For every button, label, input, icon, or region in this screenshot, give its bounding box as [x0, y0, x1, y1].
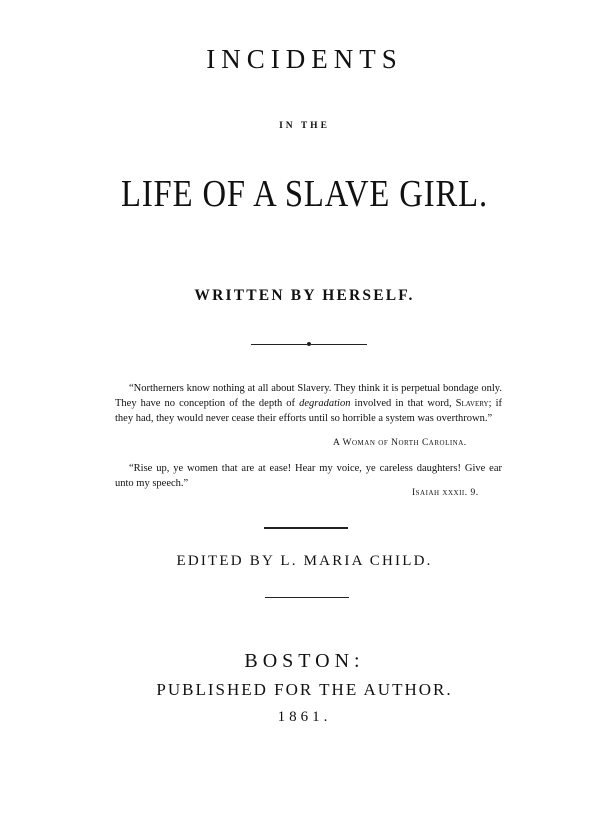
epigraph-1-text-c: ; if they had, they would never cease their efforts until so horrible a system was overthrown.”: [115, 398, 502, 424]
imprint-year: 1861.: [277, 709, 332, 725]
divider-rule-1: [264, 527, 348, 529]
epigraph-isaiah: “Rise up, ye women that are at ease! Hear my voice, ye careless daughters! Give ear unto my speech.”: [115, 463, 502, 489]
divider-rule-2: [265, 597, 349, 598]
epigraph-1-text-a: “Northerners know nothing at all about Slavery. They think it is perpetual bondage only. They have no conception of the depth of: [115, 383, 502, 409]
editor-line: EDITED BY L. MARIA CHILD.: [176, 553, 433, 569]
epigraph-1-attribution: A Woman of North Carolina.: [333, 438, 467, 448]
imprint-city: BOSTON:: [244, 650, 365, 672]
ornament-rule-left: [251, 344, 307, 345]
imprint-publisher: PUBLISHED FOR THE AUTHOR.: [156, 680, 453, 699]
epigraph-1-emphasis: degradation: [299, 398, 351, 409]
byline: WRITTEN BY HERSELF.: [194, 287, 415, 304]
title-in-the: IN THE: [279, 121, 330, 131]
ornament-rule-right: [311, 344, 367, 345]
epigraph-northerners: [115, 381, 502, 426]
title-life-of-a-slave-girl: LIFE OF A SLAVE GIRL.: [120, 173, 489, 215]
title-incidents: INCIDENTS: [206, 44, 403, 74]
epigraph-1-small-caps: Slavery: [455, 398, 489, 409]
epigraph-1-text-b: involved in that word,: [350, 398, 456, 409]
epigraph-2-attribution: Isaiah xxxii. 9.: [412, 488, 479, 498]
